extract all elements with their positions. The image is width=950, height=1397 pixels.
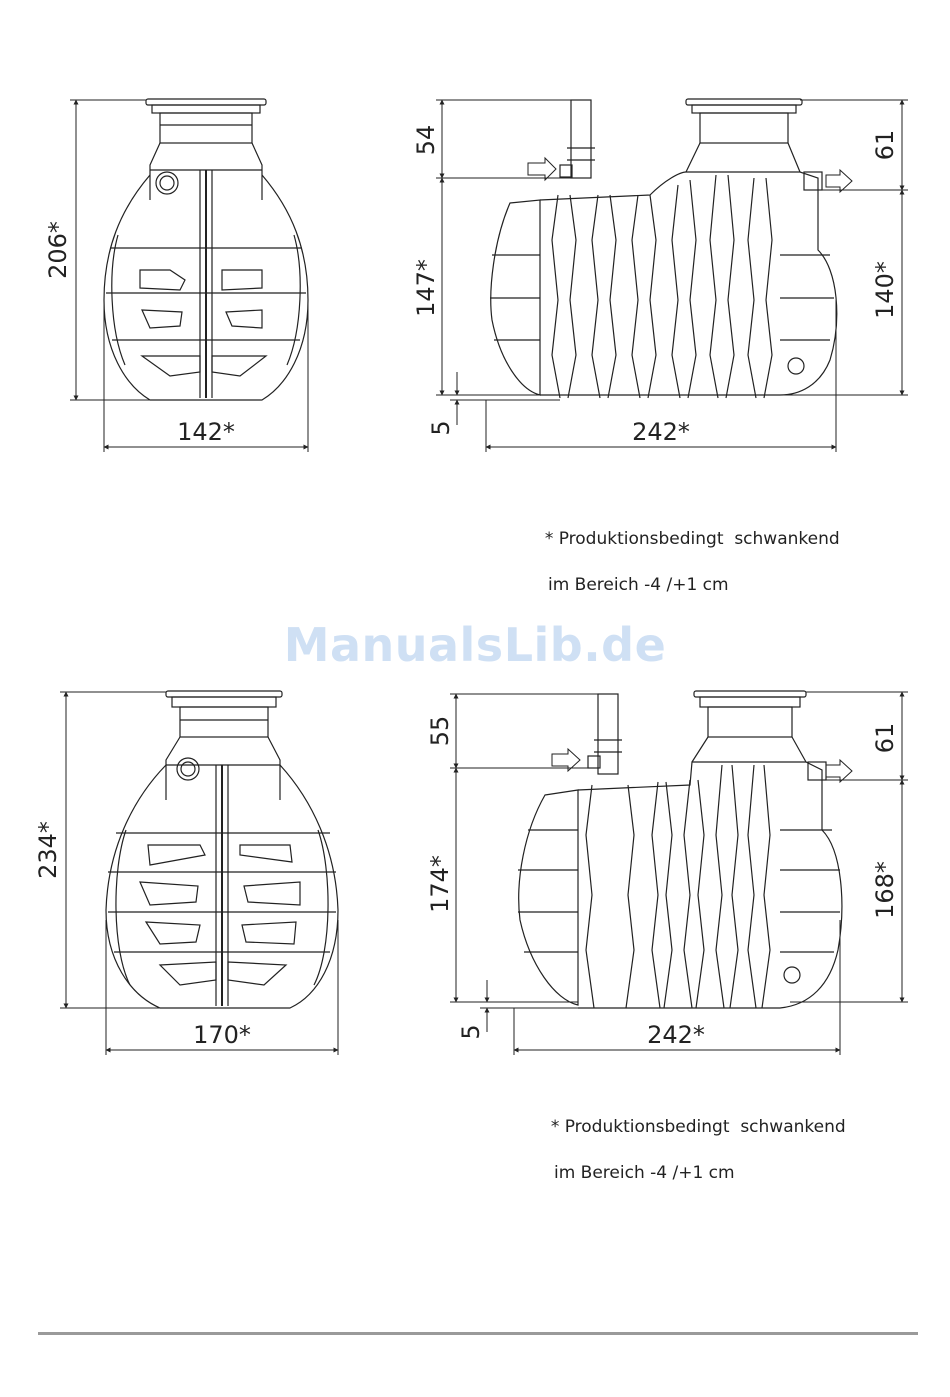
tolerance-note-top: [534, 505, 840, 620]
bottom-front-height-label: 234*: [34, 821, 62, 879]
top-side-outlet-offset-label: 61: [871, 129, 899, 161]
top-side-outlet-height-label: 140*: [871, 261, 899, 319]
top-front-height-label: 206*: [44, 221, 72, 279]
tolerance-note-bottom-line2: im Bereich -4 /+1 cm: [554, 1163, 735, 1183]
top-front-width-label: 142*: [177, 418, 235, 446]
top-side-top-offset-label: 54: [412, 124, 440, 156]
tolerance-note-bottom-line1: * Produktionsbedingt schwankend: [550, 1117, 846, 1137]
footer-rule: [38, 1332, 918, 1335]
bottom-side-outlet-height-label: 168*: [871, 861, 899, 919]
top-side-base-offset-label: 5: [427, 420, 455, 436]
bottom-side-length-label: 242*: [647, 1021, 705, 1049]
top-side-length-label: 242*: [632, 418, 690, 446]
tank-front-view-top: [104, 99, 308, 400]
tank-side-view-bottom: [518, 691, 842, 1008]
tank-side-view-top: [490, 99, 837, 398]
bottom-side-inlet-height-label: 174*: [426, 855, 454, 913]
tolerance-note-top-line1: * Produktionsbedingt schwankend: [544, 529, 840, 549]
bottom-front-dimension-lines: [60, 692, 338, 1055]
bottom-front-width-label: 170*: [193, 1021, 251, 1049]
bottom-side-flow-arrows: [552, 749, 852, 782]
watermark: ManualsLib.de: [283, 618, 667, 672]
bottom-side-base-offset-label: 5: [457, 1024, 485, 1040]
top-side-dimension-lines: [436, 100, 908, 452]
bottom-side-outlet-offset-label: 61: [871, 722, 899, 754]
tolerance-note-bottom: [540, 1093, 846, 1208]
top-side-inlet-height-label: 147*: [412, 259, 440, 317]
tank-front-view-bottom: [106, 691, 338, 1008]
tolerance-note-top-line2: im Bereich -4 /+1 cm: [548, 575, 729, 595]
bottom-side-top-offset-label: 55: [426, 715, 454, 747]
